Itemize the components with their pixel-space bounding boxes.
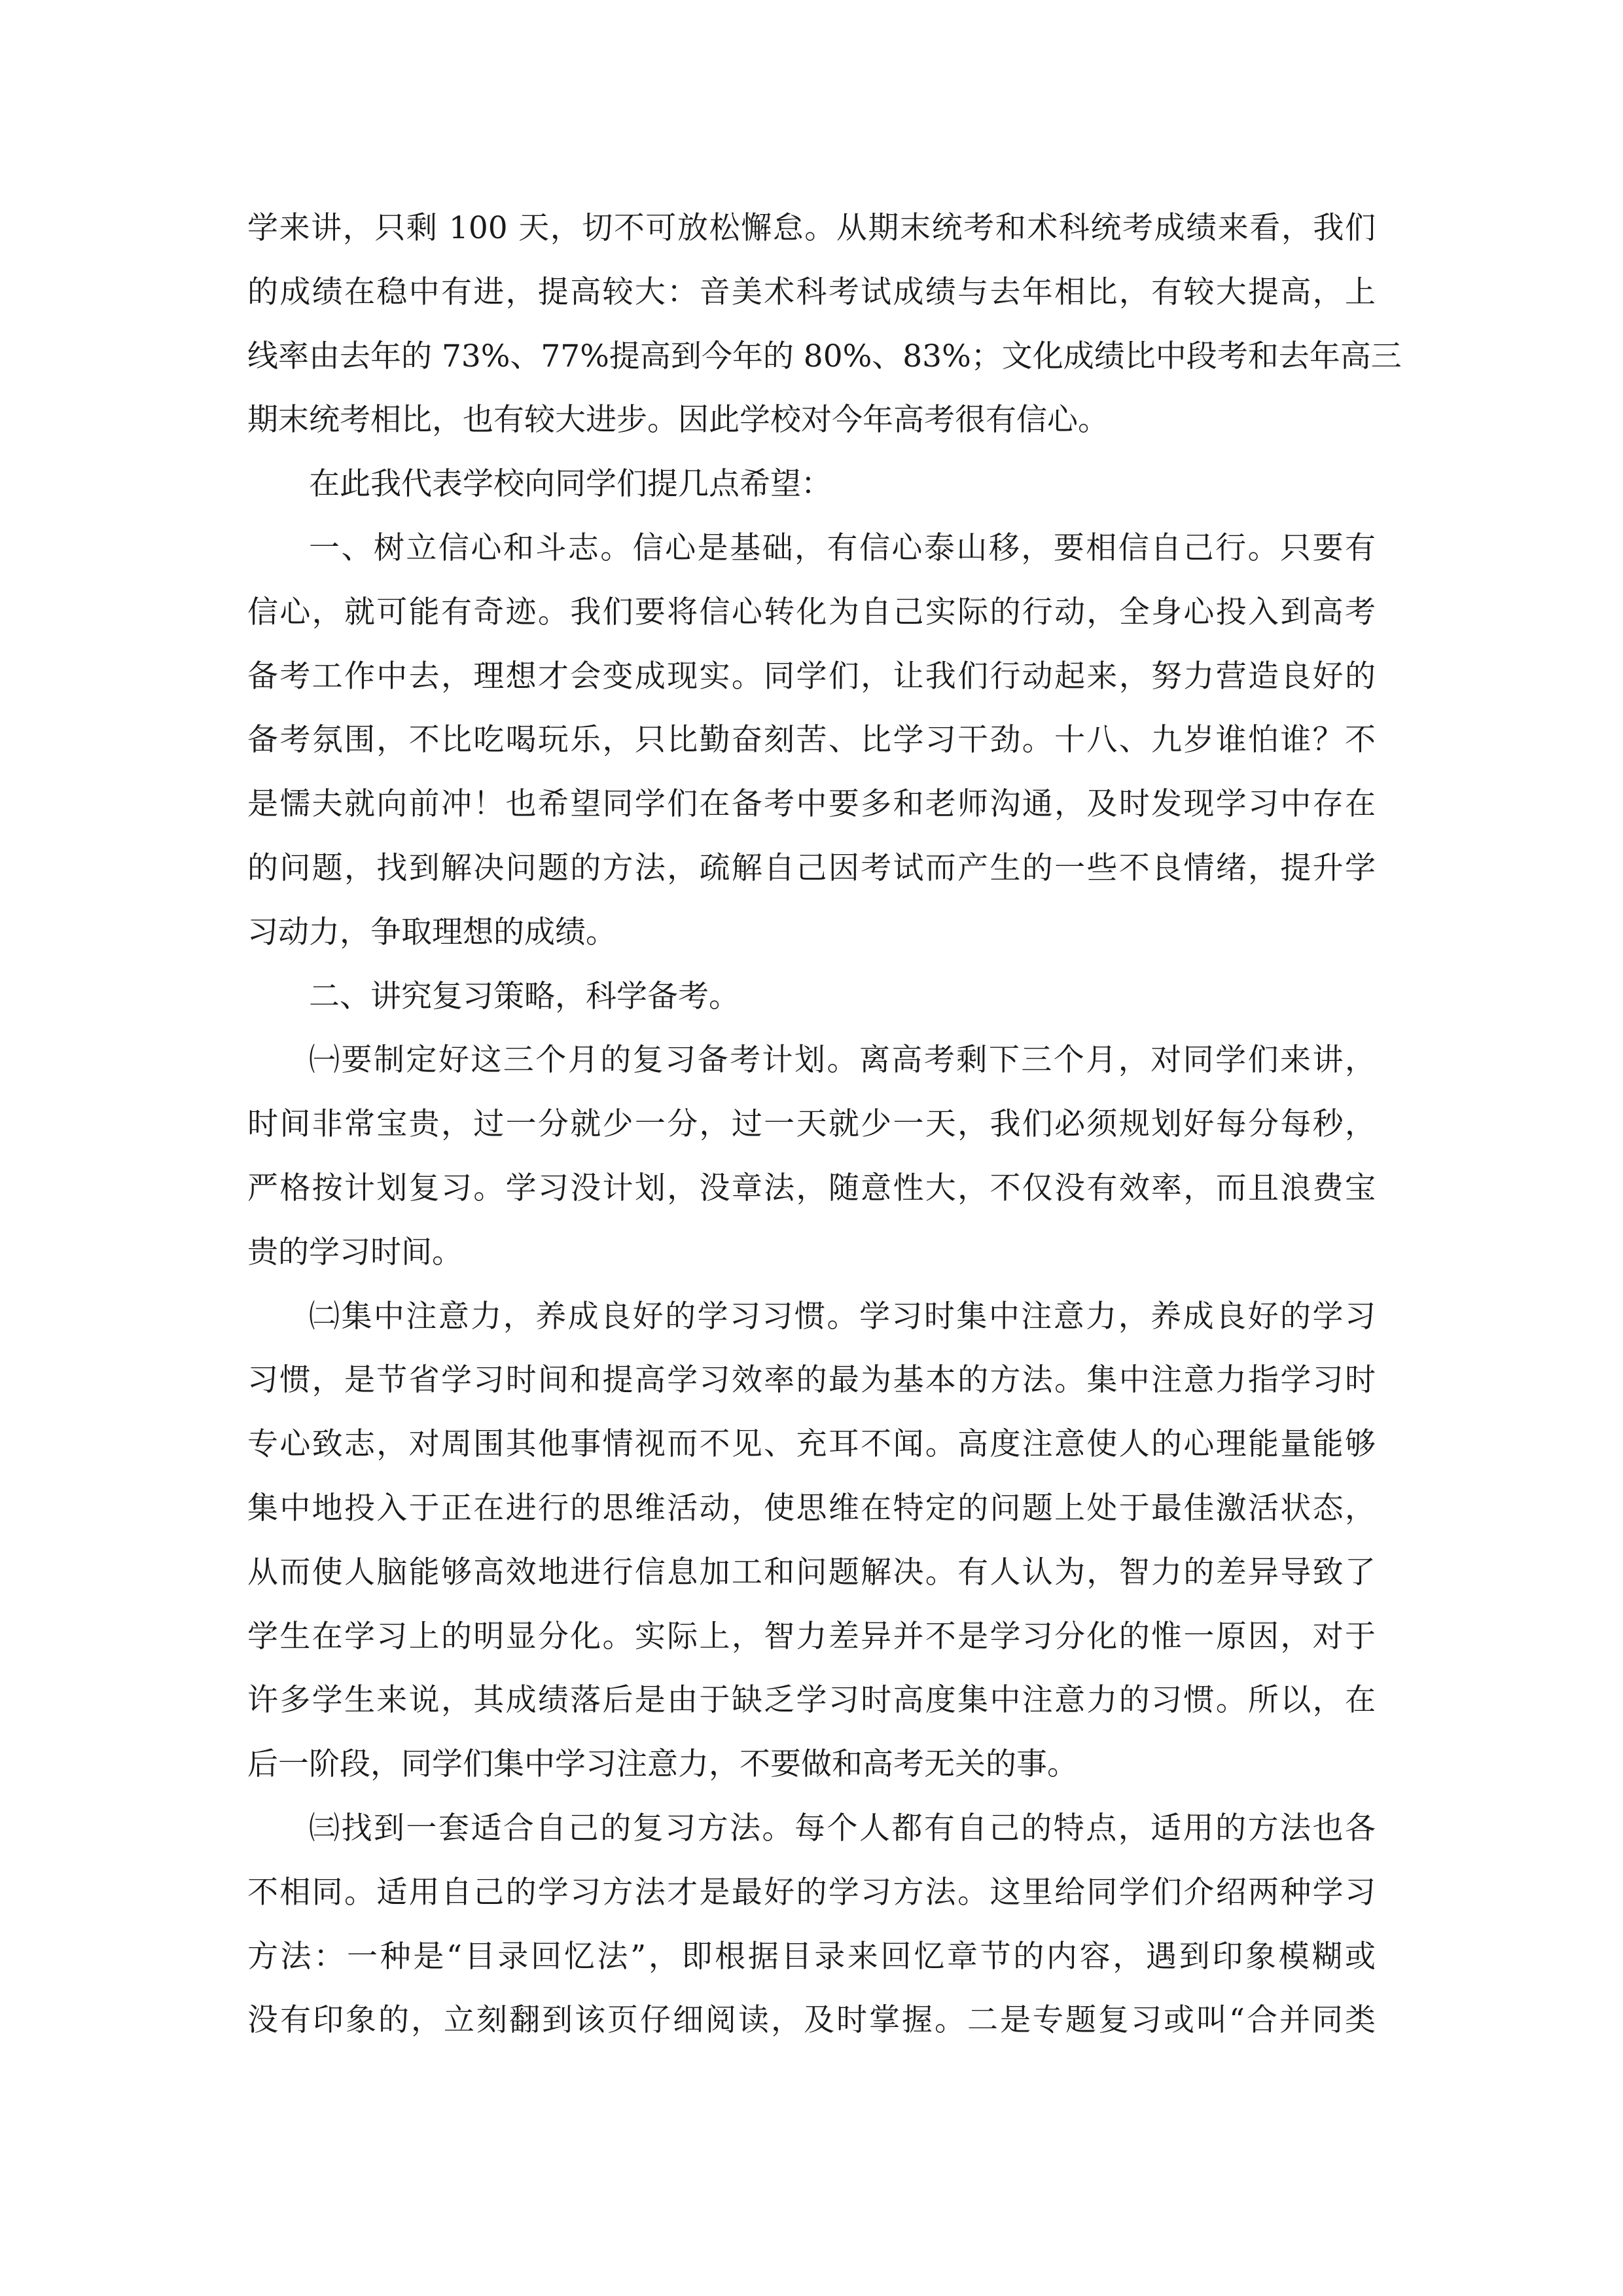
text-line: 习动力，争取理想的成绩。	[247, 914, 616, 950]
text-line: 学来讲，只剩 100 天，切不可放松懈怠。从期末统考和术科统考成绩来看，我们	[247, 210, 1376, 246]
text-line: 习惯，是节省学习时间和提高学习效率的最为基本的方法。集中注意力指学习时	[247, 1362, 1376, 1399]
text-line: 的问题，找到解决问题的方法，疏解自己因考试而产生的一些不良情绪，提升学	[247, 850, 1376, 886]
text-line: 贵的学习时间。	[247, 1234, 463, 1270]
text-line: 备考工作中去，理想才会变成现实。同学们，让我们行动起来，努力营造良好的	[247, 658, 1376, 694]
text-line: 严格按计划复习。学习没计划，没章法，随意性大，不仅没有效率，而且浪费宝	[247, 1170, 1376, 1206]
text-line: 备考氛围，不比吃喝玩乐，只比勤奋刻苦、比学习干劲。十八、九岁谁怕谁？不	[247, 722, 1376, 759]
text-line: 不相同。适用自己的学习方法才是最好的学习方法。这里给同学们介绍两种学习	[247, 1874, 1376, 1910]
text-line: ㈢找到一套适合自己的复习方法。每个人都有自己的特点，适用的方法也各	[309, 1810, 1376, 1846]
text-line: 信心，就可能有奇迹。我们要将信心转化为自己实际的行动，全身心投入到高考	[247, 594, 1376, 630]
paragraph	[247, 1285, 1376, 1797]
text-line: 一、树立信心和斗志。信心是基础，有信心泰山移，要相信自己行。只要有	[309, 529, 1376, 566]
text-line: 期末统考相比，也有较大进步。因此学校对今年高考很有信心。	[247, 402, 1109, 439]
text-line: 的成绩在稳中有进，提高较大：音美术科考试成绩与去年相比，有较大提高，上	[247, 274, 1376, 310]
text-line: 二、讲究复习策略，科学备考。	[309, 978, 740, 1014]
text-line: 从而使人脑能够高效地进行信息加工和问题解决。有人认为，智力的差异导致了	[247, 1554, 1376, 1590]
text-line: 集中地投入于正在进行的思维活动，使思维在特定的问题上处于最佳激活状态，	[247, 1490, 1376, 1526]
paragraph	[247, 965, 1376, 1029]
paragraph	[247, 1028, 1376, 1284]
text-line: 没有印象的，立刻翻到该页仔细阅读，及时掌握。二是专题复习或叫“合并同类	[247, 2002, 1376, 2039]
text-line: 许多学生来说，其成绩落后是由于缺乏学习时高度集中注意力的习惯。所以，在	[247, 1682, 1376, 1719]
text-line: ㈠要制定好这三个月的复习备考计划。离高考剩下三个月，对同学们来讲，	[309, 1042, 1376, 1079]
text-line: 在此我代表学校向同学们提几点希望：	[309, 466, 832, 503]
paragraph	[247, 196, 1402, 452]
text-line: 后一阶段，同学们集中学习注意力，不要做和高考无关的事。	[247, 1746, 1078, 1783]
text-line: 学生在学习上的明显分化。实际上，智力差异并不是学习分化的惟一原因，对于	[247, 1618, 1376, 1655]
text-line: 方法：一种是“目录回忆法”，即根据目录来回忆章节的内容，遇到印象模糊或	[247, 1938, 1376, 1975]
paragraph	[247, 1797, 1376, 2053]
text-line: ㈡集中注意力，养成良好的学习习惯。学习时集中注意力，养成良好的学习	[309, 1298, 1376, 1335]
text-line: 是懦夫就向前冲！也希望同学们在备考中要多和老师沟通，及时发现学习中存在	[247, 786, 1376, 823]
text-line: 线率由去年的 73%、77%提高到今年的 80%、83%；文化成绩比中段考和去年高三	[247, 338, 1402, 374]
paragraph	[247, 452, 1376, 516]
text-line: 时间非常宝贵，过一分就少一分，过一天就少一天，我们必须规划好每分每秒，	[247, 1106, 1376, 1143]
document-body	[247, 196, 1402, 2053]
paragraph	[247, 516, 1376, 965]
text-line: 专心致志，对周围其他事情视而不见、充耳不闻。高度注意使人的心理能量能够	[247, 1426, 1376, 1463]
